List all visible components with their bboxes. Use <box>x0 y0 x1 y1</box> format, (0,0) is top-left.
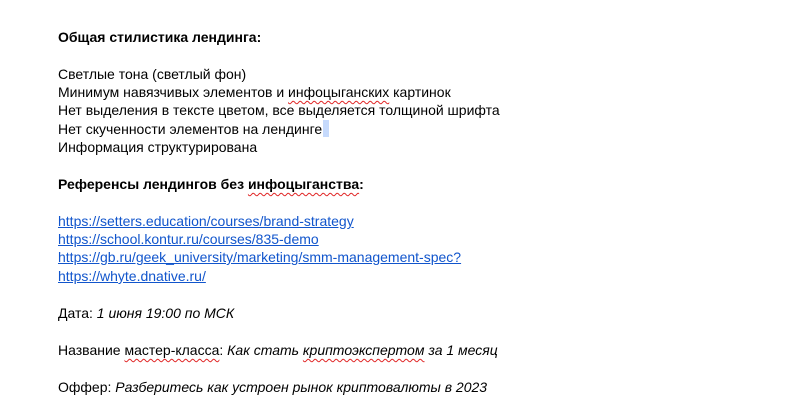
text-fragment: Референсы лендингов без <box>58 176 248 192</box>
date-line <box>58 304 234 322</box>
offer-label: Оффер: <box>58 379 116 395</box>
text-fragment: картинок <box>389 84 451 100</box>
date-label: Дата: <box>58 305 97 321</box>
masterclass-value <box>227 342 498 358</box>
spellcheck-word[interactable]: инфоцыганства <box>247 176 360 192</box>
style-item-structured: Информация структурирована <box>58 139 258 155</box>
text-fragment: Как стать <box>227 342 303 358</box>
reference-link-whyte[interactable]: https://whyte.dnative.ru/ <box>58 268 206 284</box>
style-item-light-tones: Светлые тона (светлый фон) <box>58 66 247 82</box>
masterclass-title-line <box>58 341 498 359</box>
masterclass-label-colon: : <box>219 342 228 358</box>
spellcheck-word[interactable]: криптоэкспертом <box>302 342 425 358</box>
offer-value: Разберитесь как устроен рынок криптовалюты в 2023 <box>115 379 488 395</box>
section-heading-style: Общая стилистика лендинга: <box>58 29 262 45</box>
style-item-no-color-highlight: Нет выделения в тексте цветом, все выделяется толщиной шрифта <box>58 102 500 118</box>
style-item-no-crowding <box>58 120 329 138</box>
section-heading-references <box>58 175 364 193</box>
style-item-minimum-elements <box>58 83 451 101</box>
spellcheck-word[interactable]: мастер-класса <box>124 342 220 358</box>
reference-link-setters[interactable]: https://setters.education/courses/brand-strategy <box>58 213 354 229</box>
masterclass-label: Название <box>58 342 125 358</box>
text-cursor-selection <box>323 120 329 137</box>
reference-link-gb[interactable]: https://gb.ru/geek_university/marketing/smm-management-spec? <box>58 249 462 265</box>
spellcheck-word[interactable]: инфоцыганских <box>288 84 390 100</box>
date-value: 1 июня 19:00 по МСК <box>96 305 235 321</box>
text-fragment: Нет скученности элементов на лендинге <box>58 121 323 137</box>
text-fragment: Минимум навязчивых элементов и <box>58 84 289 100</box>
text-fragment: : <box>359 176 364 192</box>
text-fragment: за 1 месяц <box>424 342 498 358</box>
reference-link-kontur[interactable]: https://school.kontur.ru/courses/835-demo <box>58 231 319 247</box>
offer-line <box>58 378 487 396</box>
